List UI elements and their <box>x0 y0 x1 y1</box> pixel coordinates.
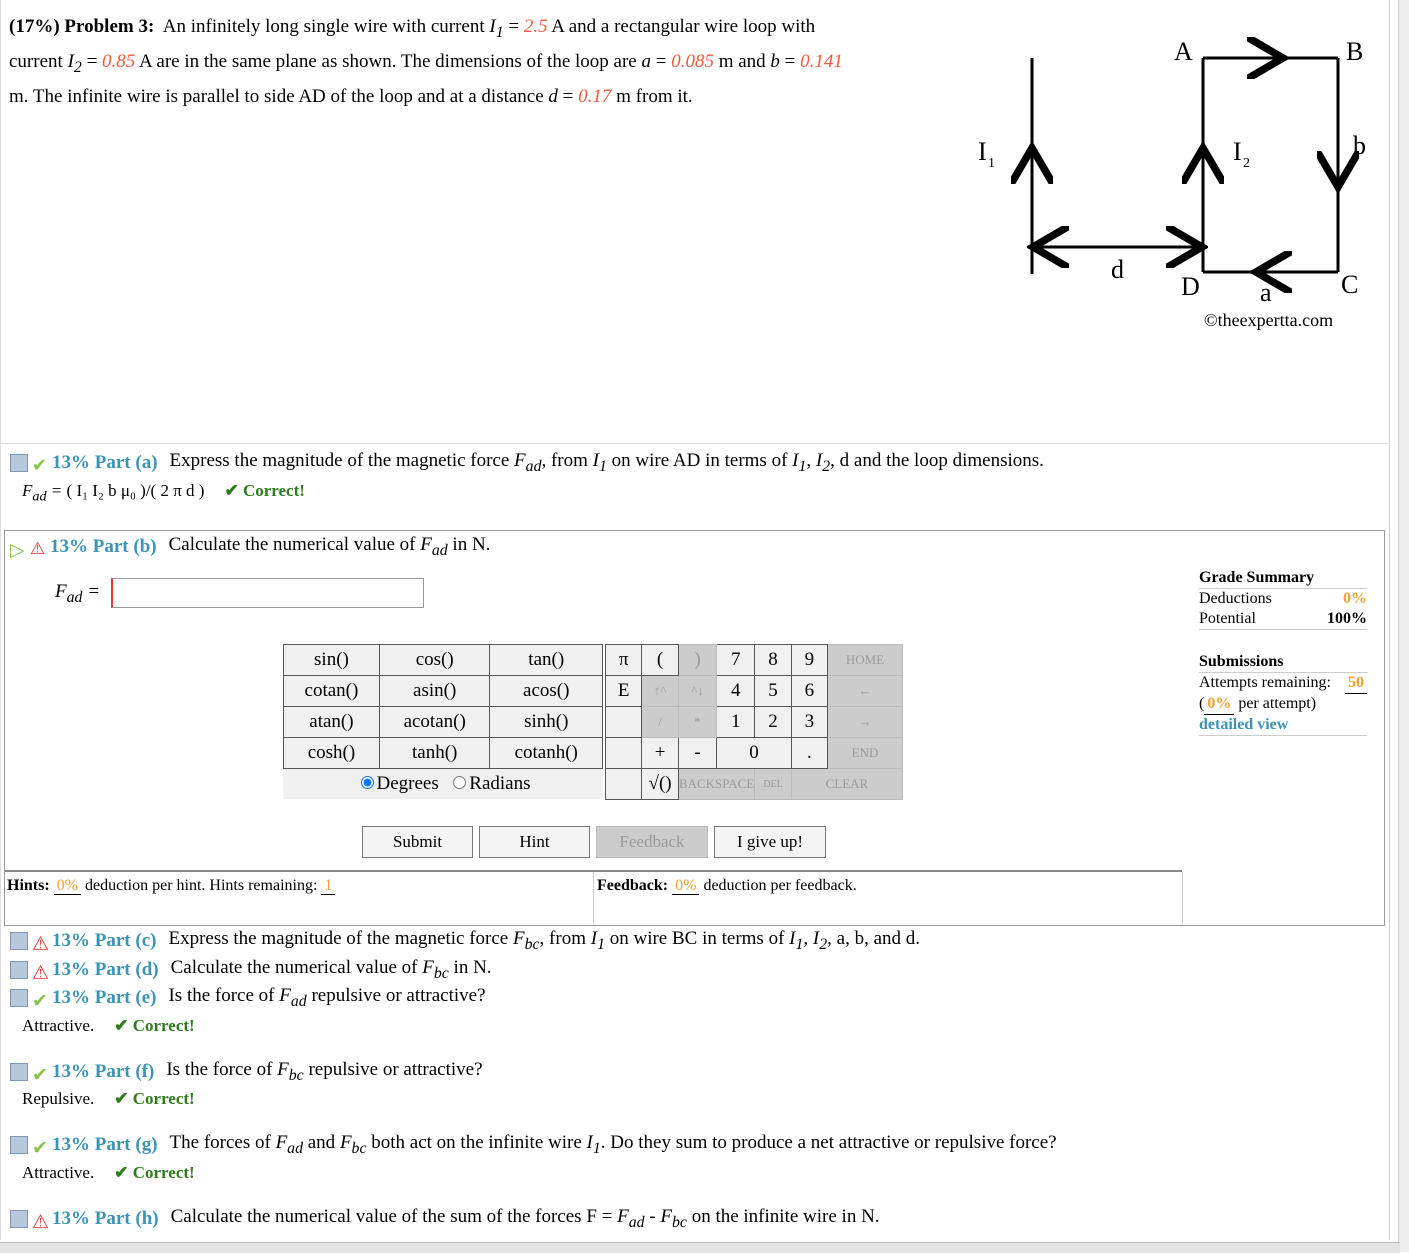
part-e-answer <box>22 1016 195 1036</box>
part-text: Is the force of $F_{bc}$ repulsive or attractive? <box>166 1059 483 1084</box>
key-tanh[interactable]: tanh() <box>379 738 490 769</box>
collapse-icon[interactable] <box>10 989 28 1007</box>
correct-status: ✔ Correct! <box>114 1089 195 1108</box>
part-label: 13% Part (d) <box>52 958 159 980</box>
expand-arrow-icon[interactable]: ▷ <box>10 539 25 561</box>
key-left[interactable]: ← <box>828 676 903 707</box>
checkmark-icon: ✔ <box>32 990 48 1012</box>
part-e-header <box>10 985 486 1011</box>
attempts-label: Attempts remaining: <box>1199 674 1331 691</box>
part-a-answer <box>22 481 305 505</box>
key-tan[interactable]: tan() <box>490 645 603 676</box>
label-I1-sub: 1 <box>988 156 995 171</box>
keypad <box>605 644 903 800</box>
answer-lhs: $F_{ad}$ = <box>22 481 63 505</box>
part-d-header <box>10 957 492 983</box>
divider <box>0 443 1388 444</box>
text: m. The infinite wire is parallel to side AD of the loop and at a distance <box>9 85 549 107</box>
key-dot[interactable]: . <box>791 738 827 769</box>
attempts-remaining: 50 <box>1345 673 1367 694</box>
part-label: 13% Part (e) <box>52 986 157 1008</box>
key-8[interactable]: 8 <box>755 645 792 676</box>
hint-deduction: 0% <box>54 877 81 895</box>
feedback-info <box>597 877 857 895</box>
var: I <box>67 50 74 72</box>
text: m and <box>713 50 771 72</box>
part-text: Express the magnitude of the magnetic force $F_{bc}$, from $I_1$ on wire BC in terms of $I_1$, $I_2$, a, b, and d. <box>168 928 921 953</box>
degrees-radio[interactable] <box>361 776 374 789</box>
label-B: B <box>1346 37 1364 66</box>
part-b-header <box>10 534 490 560</box>
radians-radio[interactable] <box>453 776 466 789</box>
part-text: The forces of $F_{ad}$ and $F_{bc}$ both act on the infinite wire $I_1$. Do they sum to produce a net attractive or repulsive force? <box>169 1132 1057 1157</box>
key-blank <box>606 738 642 769</box>
input-lhs: $F_{ad}$ = <box>55 581 101 606</box>
key-end[interactable]: END <box>828 738 903 769</box>
key-5[interactable]: 5 <box>755 676 792 707</box>
part-h-header <box>10 1206 880 1232</box>
key-atan[interactable]: atan() <box>284 707 380 738</box>
detailed-view-link[interactable]: detailed view <box>1199 715 1367 736</box>
hints-label: Hints: <box>7 877 50 894</box>
key-blank <box>606 707 642 738</box>
collapse-icon[interactable] <box>10 1063 28 1081</box>
key-lparen[interactable]: ( <box>642 645 679 676</box>
divider <box>1182 872 1183 924</box>
answer-value: Attractive. <box>22 1163 95 1182</box>
problem-title: Problem 3: <box>64 16 155 37</box>
part-g-header <box>10 1132 1057 1158</box>
key-4[interactable]: 4 <box>717 676 755 707</box>
label-I1: I <box>978 137 987 166</box>
sub: 1 <box>495 23 504 41</box>
feedback-text: deduction per feedback. <box>703 877 857 894</box>
answer-value: ( I₁ I₂ b μ₀ )/( 2 π d ) <box>66 481 205 500</box>
label-d: d <box>1111 255 1124 284</box>
key-6[interactable]: 6 <box>791 676 827 707</box>
angle-mode <box>283 769 603 799</box>
i1-value: 2.5 <box>523 16 548 37</box>
key-divide[interactable]: / <box>642 707 679 738</box>
key-clear[interactable]: CLEAR <box>791 769 902 800</box>
label-I2: I <box>1233 137 1242 166</box>
key-plus[interactable]: + <box>642 738 679 769</box>
correct-status: ✔ Correct! <box>114 1163 195 1182</box>
key-acotan[interactable]: acotan() <box>379 707 490 738</box>
part-c-header <box>10 928 920 954</box>
part-g-answer <box>22 1163 195 1183</box>
part-text: Is the force of $F_{ad}$ repulsive or attractive? <box>168 985 486 1010</box>
key-cosh[interactable]: cosh() <box>284 738 380 769</box>
potential-label: Potential <box>1199 610 1256 627</box>
key-acos[interactable]: acos() <box>490 676 603 707</box>
var: I <box>489 16 496 37</box>
key-1[interactable]: 1 <box>717 707 755 738</box>
key-2[interactable]: 2 <box>755 707 792 738</box>
answer-input[interactable] <box>111 578 424 608</box>
part-label: 13% Part (g) <box>52 1133 158 1155</box>
radians-label: Radians <box>469 773 531 794</box>
key-home[interactable]: HOME <box>828 645 903 676</box>
expand-icon[interactable] <box>10 1210 28 1228</box>
warning-icon: ⚠ <box>30 538 46 558</box>
text: = <box>503 16 524 37</box>
key-blank <box>606 769 642 800</box>
key-E[interactable]: E <box>606 676 642 707</box>
deductions-value: 0% <box>1343 590 1367 607</box>
grade-summary: Grade Summary Deductions 0% Potential 100% Submissions Attempts remaining: 50 ( 0% per attempt) detailed view <box>1199 568 1367 736</box>
checkmark-icon: ✔ <box>32 454 48 475</box>
part-text: Calculate the numerical value of $F_{bc}$ in N. <box>170 957 492 982</box>
part-label: 13% Part (a) <box>52 451 158 473</box>
hints-text: deduction per hint. Hints remaining: <box>85 877 318 894</box>
key-sqrt[interactable]: √() <box>642 769 679 800</box>
part-label: 13% Part (h) <box>52 1207 159 1229</box>
expand-icon[interactable] <box>10 932 28 950</box>
answer-value: Attractive. <box>22 1016 95 1035</box>
label-C: C <box>1341 270 1359 299</box>
potential-value: 100% <box>1327 610 1367 627</box>
part-label: 13% Part (f) <box>52 1060 155 1082</box>
key-cotan[interactable]: cotan() <box>284 676 380 707</box>
key-9[interactable]: 9 <box>791 645 827 676</box>
submissions-title: Submissions <box>1199 652 1367 673</box>
part-f-header <box>10 1059 483 1085</box>
key-sin[interactable]: sin() <box>284 645 380 676</box>
problem-diagram <box>960 30 1390 340</box>
correct-status: ✔ Correct! <box>224 481 305 500</box>
key-sinh[interactable]: sinh() <box>490 707 603 738</box>
key-up[interactable]: ↑^ <box>642 676 679 707</box>
submit-button[interactable]: Submit <box>362 826 473 858</box>
correct-status: ✔ Correct! <box>114 1016 195 1035</box>
key-minus[interactable]: - <box>678 738 716 769</box>
key-backspace[interactable]: BACKSPACE <box>678 769 754 800</box>
degrees-label: Degrees <box>376 773 439 794</box>
expand-icon[interactable] <box>10 961 28 979</box>
label-A: A <box>1174 37 1193 66</box>
hints-info <box>7 877 335 895</box>
key-rparen[interactable]: ) <box>678 645 716 676</box>
per-attempt-text: per attempt) <box>1238 695 1317 712</box>
key-7[interactable]: 7 <box>717 645 755 676</box>
function-keys <box>283 644 603 769</box>
deductions-label: Deductions <box>1199 590 1272 607</box>
key-0[interactable]: 0 <box>717 738 792 769</box>
scrollbar[interactable] <box>1398 0 1409 1252</box>
var: a <box>641 50 651 72</box>
hints-remaining: 1 <box>321 877 335 895</box>
label-a: a <box>1260 278 1272 307</box>
key-asin[interactable]: asin() <box>379 676 490 707</box>
key-cotanh[interactable]: cotanh() <box>490 738 603 769</box>
key-multiply[interactable]: * <box>678 707 716 738</box>
warning-icon: ⚠ <box>32 1211 50 1233</box>
warning-icon: ⚠ <box>32 933 50 955</box>
label-b: b <box>1353 131 1366 160</box>
part-a-header <box>10 450 1044 476</box>
function-pad <box>283 644 603 799</box>
text: loop with current <box>9 16 816 72</box>
part-text: Calculate the numerical value of $F_{ad}$ in N. <box>168 534 491 559</box>
key-del[interactable]: DEL <box>755 769 792 800</box>
label-I2-sub: 2 <box>1243 156 1250 171</box>
i2-value: 0.85 <box>102 50 136 72</box>
text: A and a rectangular wire <box>547 16 739 37</box>
key-cos[interactable]: cos() <box>379 645 490 676</box>
per-attempt-pct: 0% <box>1204 694 1234 715</box>
give-up-button[interactable]: I give up! <box>714 826 826 858</box>
a-value: 0.085 <box>671 50 714 72</box>
footer-bar <box>0 1242 1400 1253</box>
text: m from it. <box>611 85 693 107</box>
var: d <box>548 85 558 107</box>
collapse-icon[interactable] <box>10 454 28 472</box>
copyright: ©theexpertta.com <box>1204 310 1334 330</box>
warning-icon: ⚠ <box>32 962 50 984</box>
key-3[interactable]: 3 <box>791 707 827 738</box>
problem-weight: (17%) <box>9 16 60 37</box>
problem-statement: (17%) Problem 3: An infinitely long single wire with current $I_1 = 2.5$ A and a rectangular wire loop with current $I_2 = 0.85$ A are in the same plane as shown. The dimensions of the loop are a = 0.085 m and b = 0.141 m. The infinite wire is parallel to side AD of the loop and at a distance d = 0.17 m from it. <box>9 16 843 107</box>
answer-value: Repulsive. <box>22 1089 95 1108</box>
grade-summary-title: Grade Summary <box>1199 568 1367 589</box>
label-D: D <box>1181 272 1200 301</box>
divider <box>593 872 594 924</box>
part-text: Express the magnitude of the magnetic force $F_{ad}$, from $I_1$ on wire AD in terms of $I_1$, $I_2$, d and the loop dimensions. <box>169 450 1044 475</box>
key-down[interactable]: ^↓ <box>678 676 716 707</box>
checkmark-icon: ✔ <box>32 1137 48 1159</box>
var: b <box>770 50 780 72</box>
part-label: 13% Part (b) <box>50 535 157 557</box>
feedback-deduction: 0% <box>672 877 699 895</box>
key-pi[interactable]: π <box>606 645 642 676</box>
d-value: 0.17 <box>578 85 612 107</box>
checkmark-icon: ✔ <box>32 1064 48 1086</box>
text: An infinitely long single wire with current <box>162 16 490 37</box>
collapse-icon[interactable] <box>10 1136 28 1154</box>
part-label: 13% Part (c) <box>52 929 157 951</box>
key-right[interactable]: → <box>828 707 903 738</box>
feedback-label: Feedback: <box>597 877 669 894</box>
feedback-button[interactable]: Feedback <box>596 826 708 858</box>
b-value: 0.141 <box>800 50 843 72</box>
hint-button[interactable]: Hint <box>479 826 590 858</box>
part-text: Calculate the numerical value of the sum of the forces $F = F_{ad} - F_{bc}$ on the infinite wire in N. <box>170 1206 880 1231</box>
sub: 2 <box>73 58 82 76</box>
text: A are in the same plane as shown. The dimensions of the loop are <box>135 50 642 72</box>
part-f-answer <box>22 1089 195 1109</box>
